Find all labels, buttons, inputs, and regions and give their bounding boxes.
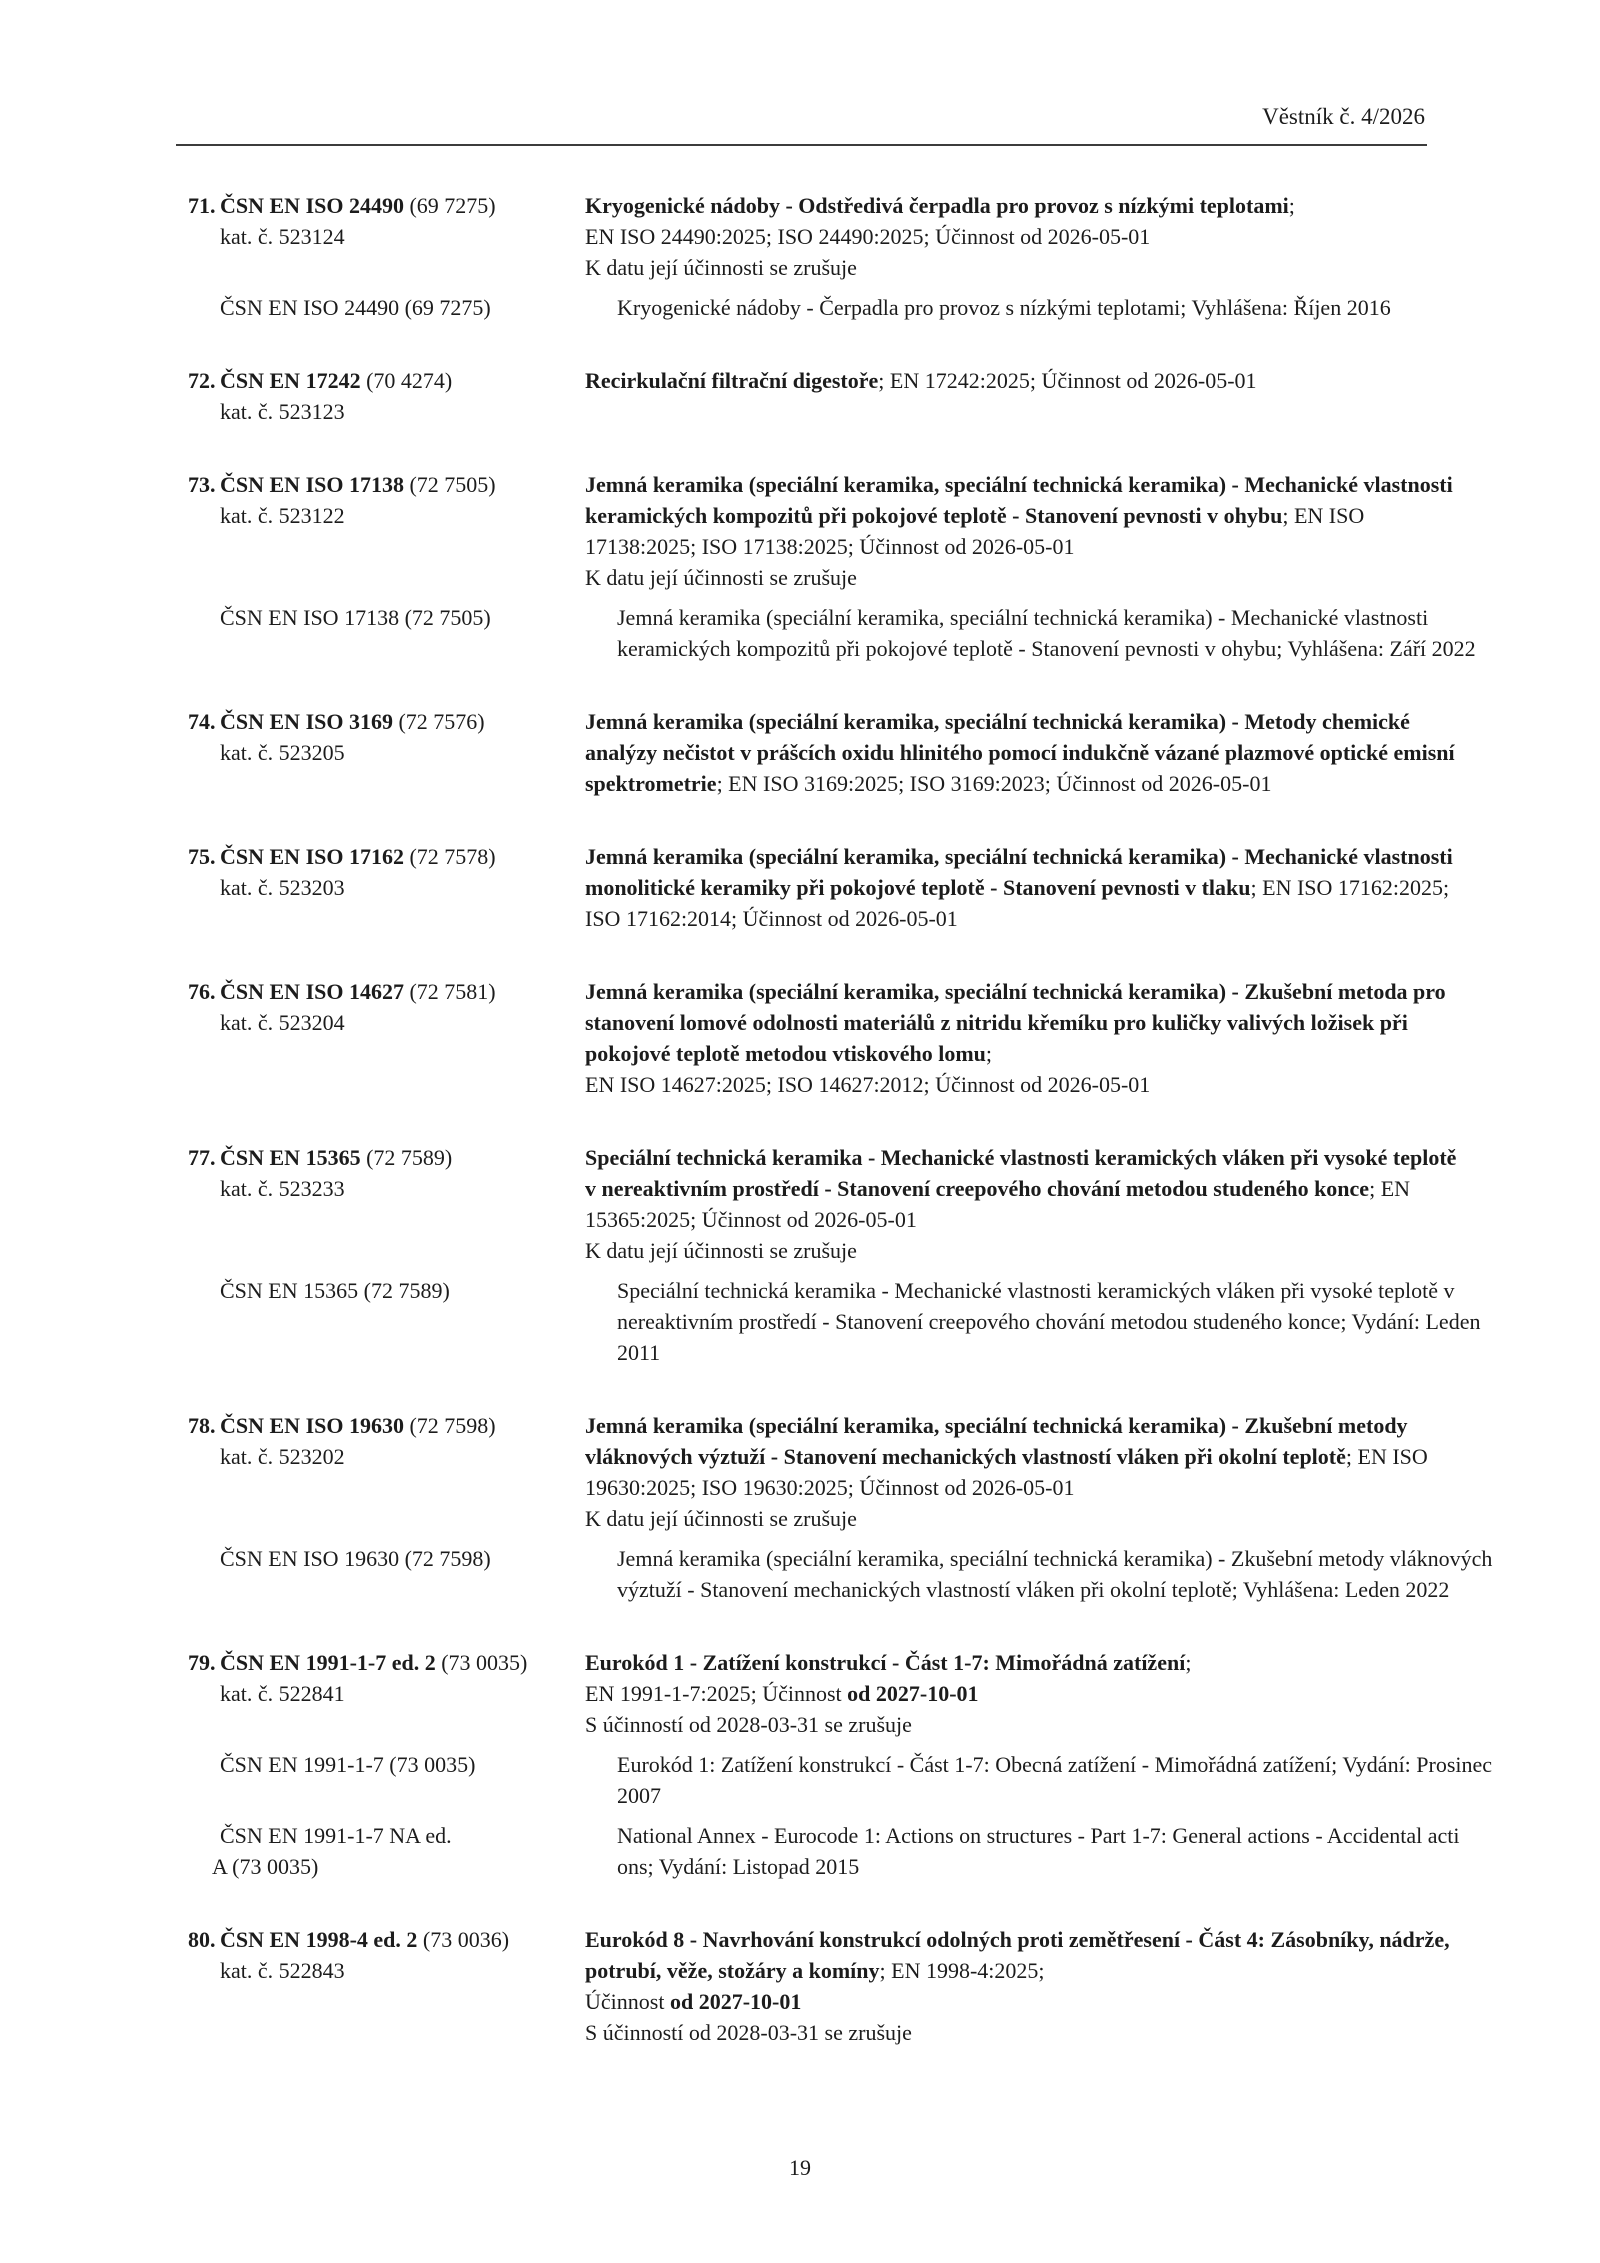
entry-standard-code: ČSN EN ISO 17162 <box>220 844 404 869</box>
description-text: ; <box>1288 193 1295 218</box>
superseded-line-group <box>617 1275 1497 1368</box>
superseded-row <box>188 292 1470 323</box>
description-line-group <box>585 1069 1465 1100</box>
entry-number: 76. <box>188 979 216 1004</box>
description-line-group <box>585 976 1465 1069</box>
description-bold: Speciální technická keramika - Mechanické vlastnosti keramických vláken při vysoké teplotě v nereaktivním prostředí - Stanovení creepového chování metodou studeného konce <box>585 1145 1457 1201</box>
entry-row <box>188 1647 1470 1740</box>
entry-left-column <box>188 469 585 531</box>
entry-number: 78. <box>188 1413 216 1438</box>
entry-code-line <box>188 1410 585 1441</box>
entry-description <box>585 1410 1465 1534</box>
description-line-group <box>585 252 1465 283</box>
description-line-group <box>585 562 1465 593</box>
entry-number: 73. <box>188 472 216 497</box>
entry-code-line <box>188 1647 585 1678</box>
entry-number: 80. <box>188 1927 216 1952</box>
entry-left-column <box>188 841 585 903</box>
entry-number: 71. <box>188 193 216 218</box>
entry-left-column <box>188 1142 585 1204</box>
superseded-text: Jemná keramika (speciální keramika, speciální technická keramika) - Zkušební metody vláknových výztuží - Stanovení mechanických vlastností vláken při okolní teplotě; Vyhlášena: Leden 2022 <box>617 1546 1493 1602</box>
entry-standard-code: ČSN EN ISO 14627 <box>220 979 404 1004</box>
entry-number: 75. <box>188 844 216 869</box>
entry-row <box>188 190 1470 283</box>
superseded-description <box>617 292 1497 323</box>
entry-standard-code: ČSN EN ISO 24490 <box>220 193 404 218</box>
entry-description <box>585 365 1465 396</box>
entry-description <box>585 1647 1465 1740</box>
superseded-code-line: ČSN EN ISO 17138 (72 7505) <box>220 605 491 630</box>
entry-description <box>585 1142 1465 1266</box>
description-line-group <box>585 1142 1465 1235</box>
description-bold: Kryogenické nádoby - Odstředivá čerpadla pro provoz s nízkými teplotami <box>585 193 1289 218</box>
superseded-code <box>188 1749 617 1780</box>
entry-left-column <box>188 365 585 427</box>
description-text: K datu její účinnosti se zrušuje <box>585 1506 857 1531</box>
description-text: S účinností od 2028-03-31 se zrušuje <box>585 2020 912 2045</box>
superseded-row <box>188 1820 1470 1882</box>
superseded-line-group <box>617 1749 1497 1811</box>
entry-catalog-number: kat. č. 523205 <box>220 740 345 765</box>
superseded-description <box>617 1543 1497 1605</box>
superseded-row <box>188 1275 1481 1368</box>
description-bold: Jemná keramika (speciální keramika, speciální technická keramika) - Mechanické vlastnosti monolitické keramiky při pokojové teplotě - Stanovení pevnosti v tlaku <box>585 844 1453 900</box>
description-bold: Jemná keramika (speciální keramika, speciální technická keramika) - Zkušební metody vláknových výztuží - Stanovení mechanických vlastností vláken při okolní teplotě <box>585 1413 1408 1469</box>
entry-description <box>585 190 1465 283</box>
description-line-group <box>585 1503 1465 1534</box>
entry-class-code: (72 7581) <box>403 979 496 1004</box>
superseded-code-line: ČSN EN 15365 (72 7589) <box>220 1278 450 1303</box>
description-text: Účinnost <box>585 1989 670 2014</box>
entry-number: 74. <box>188 709 216 734</box>
description-bold: Recirkulační filtrační digestoře <box>585 368 879 393</box>
superseded-code <box>188 1543 617 1574</box>
description-line-group <box>585 2017 1465 2048</box>
description-line-group <box>585 1924 1465 1986</box>
description-bold: Jemná keramika (speciální keramika, speciální technická keramika) - Zkušební metoda pro stanovení lomové odolnosti materiálů z nitridu křemíku pro kuličky valivých ložisek při pokojové teplotě metodou vtiskového lomu <box>585 979 1446 1066</box>
superseded-row <box>188 1543 1493 1605</box>
entry-catalog-number: kat. č. 523123 <box>220 399 345 424</box>
superseded-line-group <box>617 292 1497 323</box>
description-line-group <box>585 1410 1465 1503</box>
entry-row <box>188 365 1470 427</box>
superseded-text: Jemná keramika (speciální keramika, speciální technická keramika) - Mechanické vlastnosti keramických kompozitů při pokojové teplotě - Stanovení pevnosti v ohybu; Vyhlášena: Září 2022 <box>617 605 1476 661</box>
entry-row <box>188 469 1470 593</box>
entry-row <box>188 841 1470 934</box>
superseded-code <box>188 1275 617 1306</box>
entry-catalog-number: kat. č. 523124 <box>220 224 345 249</box>
description-text: ; EN ISO 17138:2025; ISO 17138:2025; Účinnost od 2026-05-01 <box>585 503 1365 559</box>
entry-code-line <box>188 841 585 872</box>
entry-catalog-number: kat. č. 523203 <box>220 875 345 900</box>
superseded-description <box>617 602 1497 664</box>
description-text: ; <box>985 1041 993 1066</box>
bulletin-title: Věstník č. 4/2026 <box>1262 104 1425 129</box>
superseded-code <box>188 1820 617 1882</box>
entry-standard-code: ČSN EN 1998-4 ed. 2 <box>220 1927 418 1952</box>
description-bold: Eurokód 1 - Zatížení konstrukcí - Část 1-7: Mimořádná zatížení <box>585 1650 1186 1675</box>
description-bold: Eurokód 8 - Navrhování konstrukcí odolných proti zemětřesení - Část 4: Zásobníky, nádrže, potrubí, věže, stožáry a komíny <box>585 1927 1450 1983</box>
description-text: S účinností od 2028-03-31 se zrušuje <box>585 1712 912 1737</box>
superseded-code-line: A (73 0035) <box>212 1854 319 1879</box>
entry-number: 72. <box>188 368 216 393</box>
superseded-line-group <box>617 1543 1497 1605</box>
entry-description <box>585 706 1465 799</box>
description-line-group <box>585 469 1465 562</box>
entry-code-line <box>188 706 585 737</box>
superseded-text: Speciální technická keramika - Mechanické vlastnosti keramických vláken při vysoké teplotě v nereaktivním prostředí - Stanovení creepového chování metodou studeného konce; Vydání: Leden 2011 <box>617 1278 1481 1365</box>
entry-left-column <box>188 976 585 1038</box>
entry-catalog-number: kat. č. 523233 <box>220 1176 345 1201</box>
entry-standard-code: ČSN EN 17242 <box>220 368 361 393</box>
entry-description <box>585 1924 1465 2048</box>
entry-code-line <box>188 976 585 1007</box>
superseded-line-group <box>617 1820 1497 1882</box>
description-text: ; <box>1185 1650 1192 1675</box>
superseded-code-line: ČSN EN ISO 19630 (72 7598) <box>220 1546 491 1571</box>
entry-row <box>188 1410 1470 1534</box>
entry-row <box>188 1142 1470 1266</box>
description-text: ; EN ISO 3169:2025; ISO 3169:2023; Účinnost od 2026-05-01 <box>716 771 1272 796</box>
entry-class-code: (73 0035) <box>435 1650 528 1675</box>
superseded-code <box>188 292 617 323</box>
entry-left-column <box>188 1647 585 1709</box>
entry-class-code: (72 7578) <box>403 844 496 869</box>
entry-class-code: (72 7598) <box>403 1413 496 1438</box>
entry-row <box>188 1924 1470 2048</box>
entry-code-line <box>188 190 585 221</box>
description-text: ; EN 1998-4:2025; <box>879 1958 1045 1983</box>
superseded-text: Eurokód 1: Zatížení konstrukcí - Část 1-7: Obecná zatížení - Mimořádná zatížení; Vydání: Prosinec 2007 <box>617 1752 1493 1808</box>
description-text: ; EN ISO 19630:2025; ISO 19630:2025; Účinnost od 2026-05-01 <box>585 1444 1428 1500</box>
entry-class-code: (73 0036) <box>417 1927 510 1952</box>
entry-row <box>188 706 1470 799</box>
description-text: K datu její účinnosti se zrušuje <box>585 255 857 280</box>
entry-number: 79. <box>188 1650 216 1675</box>
description-bold: od 2027-10-01 <box>847 1681 979 1706</box>
description-text: ; EN 17242:2025; Účinnost od 2026-05-01 <box>878 368 1257 393</box>
superseded-line-group <box>617 602 1497 664</box>
entry-row <box>188 976 1470 1100</box>
entry-standard-code: ČSN EN 15365 <box>220 1145 361 1170</box>
entry-catalog-number: kat. č. 523202 <box>220 1444 345 1469</box>
entry-catalog-number: kat. č. 523204 <box>220 1010 345 1035</box>
superseded-description <box>617 1275 1497 1368</box>
superseded-code-line: ČSN EN 1991-1-7 (73 0035) <box>220 1752 476 1777</box>
description-line-group <box>585 706 1465 799</box>
entry-code-line <box>188 365 585 396</box>
entry-class-code: (72 7505) <box>403 472 496 497</box>
page-number: 19 <box>789 2155 811 2180</box>
description-text: K datu její účinnosti se zrušuje <box>585 565 857 590</box>
description-bold: Jemná keramika (speciální keramika, speciální technická keramika) - Metody chemické analýzy nečistot v prášcích oxidu hlinitého pomocí indukčně vázané plazmové optické emisní spektrometrie <box>585 709 1455 796</box>
entry-standard-code: ČSN EN 1991-1-7 ed. 2 <box>220 1650 436 1675</box>
description-line-group <box>585 221 1465 252</box>
description-bold: od 2027-10-01 <box>669 1989 802 2014</box>
entry-class-code: (72 7589) <box>360 1145 453 1170</box>
description-line-group <box>585 1678 1465 1709</box>
superseded-code <box>188 602 617 633</box>
description-line-group <box>585 1709 1465 1740</box>
description-line-group <box>585 1647 1465 1678</box>
description-line-group <box>585 841 1465 934</box>
entry-standard-code: ČSN EN ISO 17138 <box>220 472 404 497</box>
entry-description <box>585 976 1465 1100</box>
entry-catalog-number: kat. č. 523122 <box>220 503 345 528</box>
description-text: K datu její účinnosti se zrušuje <box>585 1238 857 1263</box>
description-bold: Jemná keramika (speciální keramika, speciální technická keramika) - Mechanické vlastnosti keramických kompozitů při pokojové teplotě - Stanovení pevnosti v ohybu <box>585 472 1453 528</box>
entry-left-column <box>188 1410 585 1472</box>
entry-left-column <box>188 706 585 768</box>
description-line-group <box>585 190 1465 221</box>
entry-description <box>585 841 1465 934</box>
standards-list <box>188 190 1493 2048</box>
entry-standard-code: ČSN EN ISO 3169 <box>220 709 393 734</box>
entry-number: 77. <box>188 1145 216 1170</box>
entry-catalog-number: kat. č. 522843 <box>220 1958 345 1983</box>
entry-standard-code: ČSN EN ISO 19630 <box>220 1413 404 1438</box>
entry-class-code: (69 7275) <box>403 193 496 218</box>
description-line-group <box>585 365 1465 396</box>
description-text: ; EN 15365:2025; Účinnost od 2026-05-01 <box>585 1176 1411 1232</box>
superseded-text: Kryogenické nádoby - Čerpadla pro provoz s nízkými teplotami; Vyhlášena: Říjen 2016 <box>617 295 1391 320</box>
description-text: EN ISO 24490:2025; ISO 24490:2025; Účinnost od 2026-05-01 <box>585 224 1151 249</box>
header-rule <box>176 144 1427 146</box>
page-header <box>176 103 1425 131</box>
description-line-group <box>585 1986 1465 2017</box>
entry-left-column <box>188 190 585 252</box>
description-text: EN 1991-1-7:2025; Účinnost <box>585 1681 848 1706</box>
superseded-code-line: ČSN EN ISO 24490 (69 7275) <box>220 295 491 320</box>
entry-code-line <box>188 1924 585 1955</box>
superseded-text: National Annex - Eurocode 1: Actions on structures - Part 1-7: General actions - Accidental acti ons; Vydání: Listopad 2015 <box>617 1823 1460 1879</box>
entry-code-line <box>188 1142 585 1173</box>
entry-catalog-number: kat. č. 522841 <box>220 1681 345 1706</box>
entry-class-code: (72 7576) <box>392 709 485 734</box>
entry-code-line <box>188 469 585 500</box>
superseded-description <box>617 1749 1497 1811</box>
superseded-description <box>617 1820 1497 1882</box>
superseded-code-line: ČSN EN 1991-1-7 NA ed. <box>220 1823 452 1848</box>
entry-class-code: (70 4274) <box>360 368 453 393</box>
entry-left-column <box>188 1924 585 1986</box>
description-line-group <box>585 1235 1465 1266</box>
superseded-row <box>188 1749 1493 1811</box>
description-text: EN ISO 14627:2025; ISO 14627:2012; Účinnost od 2026-05-01 <box>585 1072 1151 1097</box>
superseded-row <box>188 602 1476 664</box>
description-text: ; EN ISO 17162:2025; ISO 17162:2014; Účinnost od 2026-05-01 <box>585 875 1450 931</box>
entry-description <box>585 469 1465 593</box>
